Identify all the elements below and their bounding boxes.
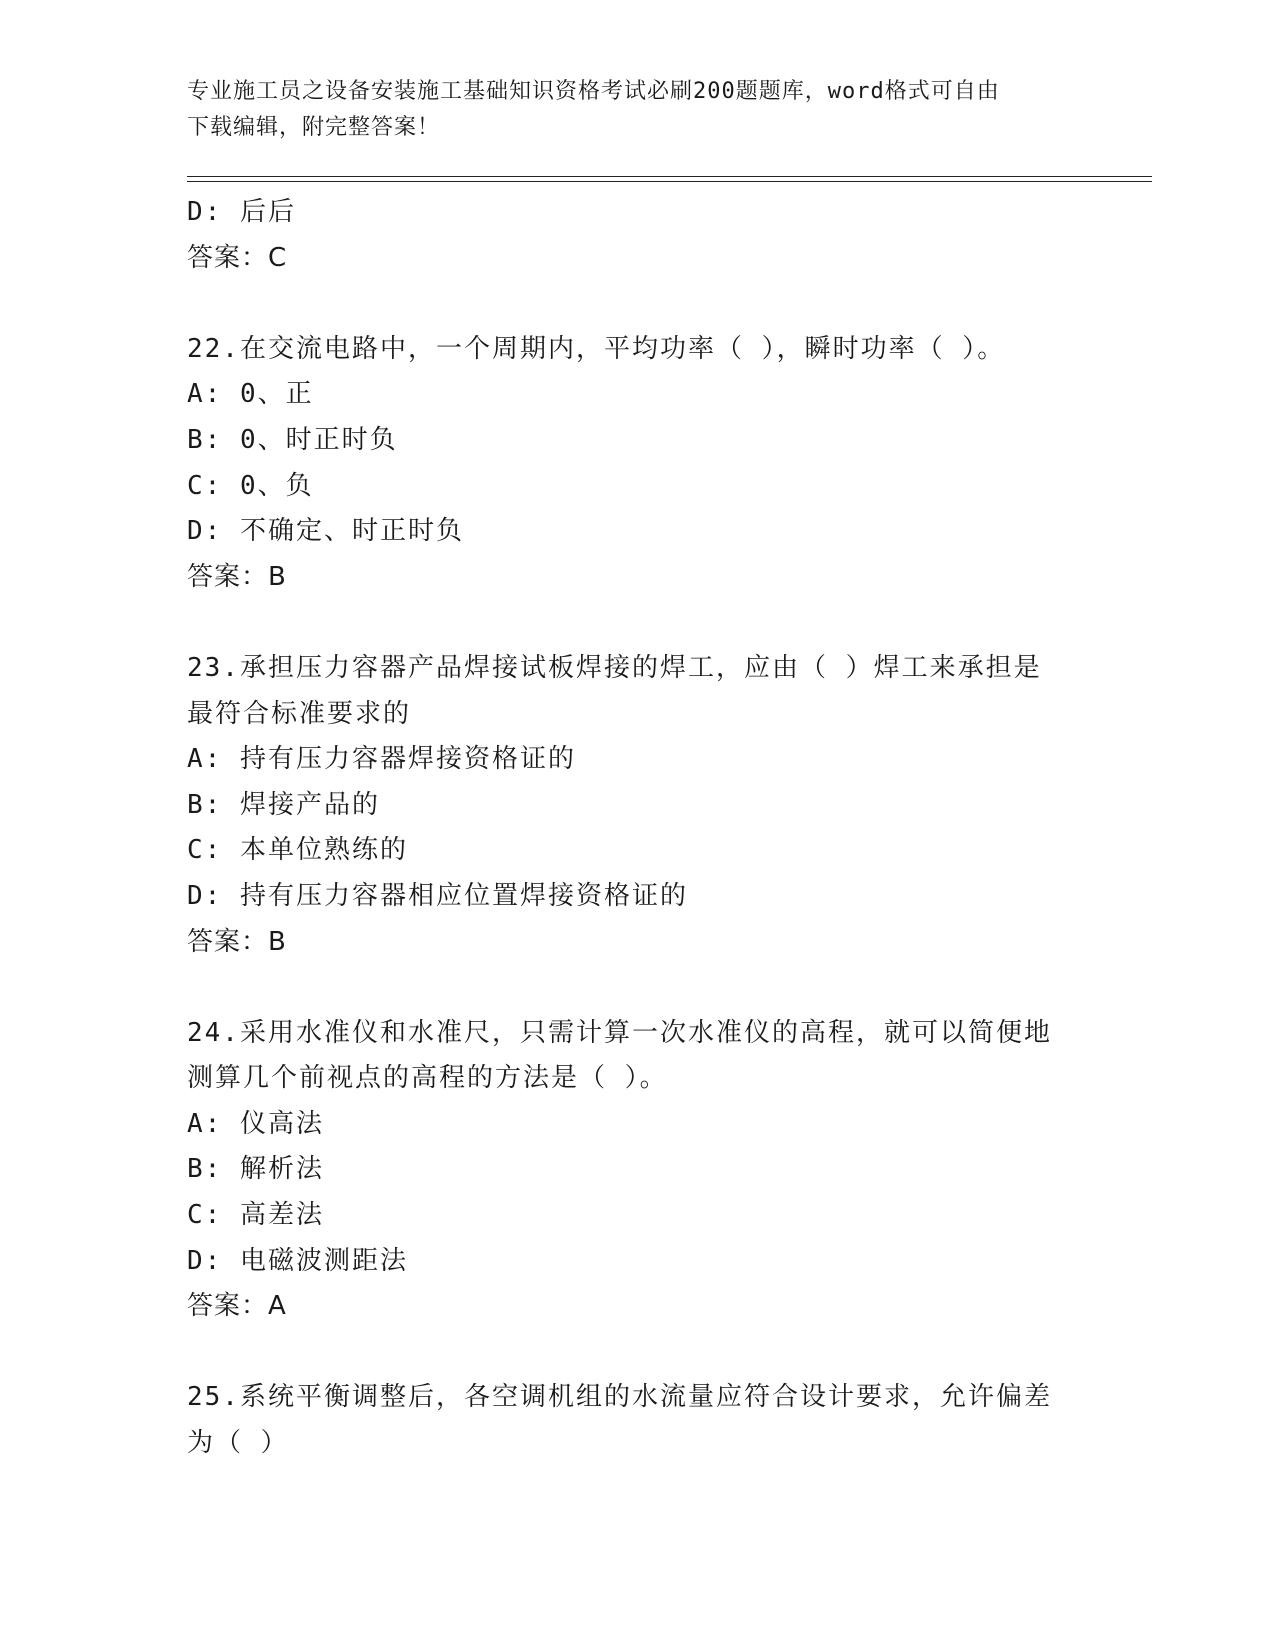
spacer bbox=[187, 965, 1087, 1011]
option-a: A: 仪高法 bbox=[187, 1108, 324, 1139]
option-d: D: 后后 bbox=[187, 197, 296, 227]
option-b: B: 解析法 bbox=[187, 1154, 324, 1185]
question-block bbox=[187, 1375, 1087, 1466]
header-divider-top bbox=[187, 176, 1152, 177]
question-stem: 25.系统平衡调整后，各空调机组的水流量应符合设计要求，允许偏差 bbox=[187, 1382, 1052, 1413]
document-header bbox=[187, 74, 1087, 146]
header-divider-bottom bbox=[187, 181, 1152, 182]
header-line-2: 下载编辑，附完整答案！ bbox=[187, 115, 441, 140]
option-c: C: 本单位熟练的 bbox=[187, 835, 408, 866]
option-c: C: 高差法 bbox=[187, 1200, 324, 1231]
spacer bbox=[187, 281, 1087, 327]
option-a: A: 0、正 bbox=[187, 379, 314, 410]
question-content bbox=[187, 190, 1087, 1467]
question-stem: 22.在交流电路中，一个周期内，平均功率（ ），瞬时功率（ ）。 bbox=[187, 333, 1006, 364]
option-c: C: 0、负 bbox=[187, 470, 314, 501]
answer: 答案：A bbox=[187, 1291, 287, 1322]
option-b: B: 0、时正时负 bbox=[187, 424, 398, 455]
question-stem-continued: 测算几个前视点的高程的方法是（ ）。 bbox=[187, 1063, 668, 1094]
option-d: D: 电磁波测距法 bbox=[187, 1245, 408, 1276]
document-page bbox=[187, 0, 1157, 1650]
spacer bbox=[187, 600, 1087, 646]
question-stem-continued: 为（ ） bbox=[187, 1428, 289, 1459]
question-stem: 24.采用水准仪和水准尺，只需计算一次水准仪的高程，就可以简便地 bbox=[187, 1017, 1052, 1048]
option-d: D: 持有压力容器相应位置焊接资格证的 bbox=[187, 880, 688, 911]
answer: 答案：B bbox=[187, 926, 287, 957]
question-block bbox=[187, 327, 1087, 601]
spacer bbox=[187, 1330, 1087, 1376]
option-a: A: 持有压力容器焊接资格证的 bbox=[187, 744, 576, 775]
option-d: D: 不确定、时正时负 bbox=[187, 516, 464, 547]
question-block bbox=[187, 646, 1087, 965]
question-stem: 23.承担压力容器产品焊接试板焊接的焊工，应由（ ）焊工来承担是 bbox=[187, 652, 1042, 683]
answer: 答案：B bbox=[187, 561, 287, 592]
header-line-1: 专业施工员之设备安装施工基础知识资格考试必刷200题题库，word格式可自由 bbox=[187, 79, 1000, 104]
answer: 答案：C bbox=[187, 242, 288, 273]
question-stem-continued: 最符合标准要求的 bbox=[187, 698, 412, 729]
option-b: B: 焊接产品的 bbox=[187, 789, 380, 820]
question-block bbox=[187, 1011, 1087, 1330]
